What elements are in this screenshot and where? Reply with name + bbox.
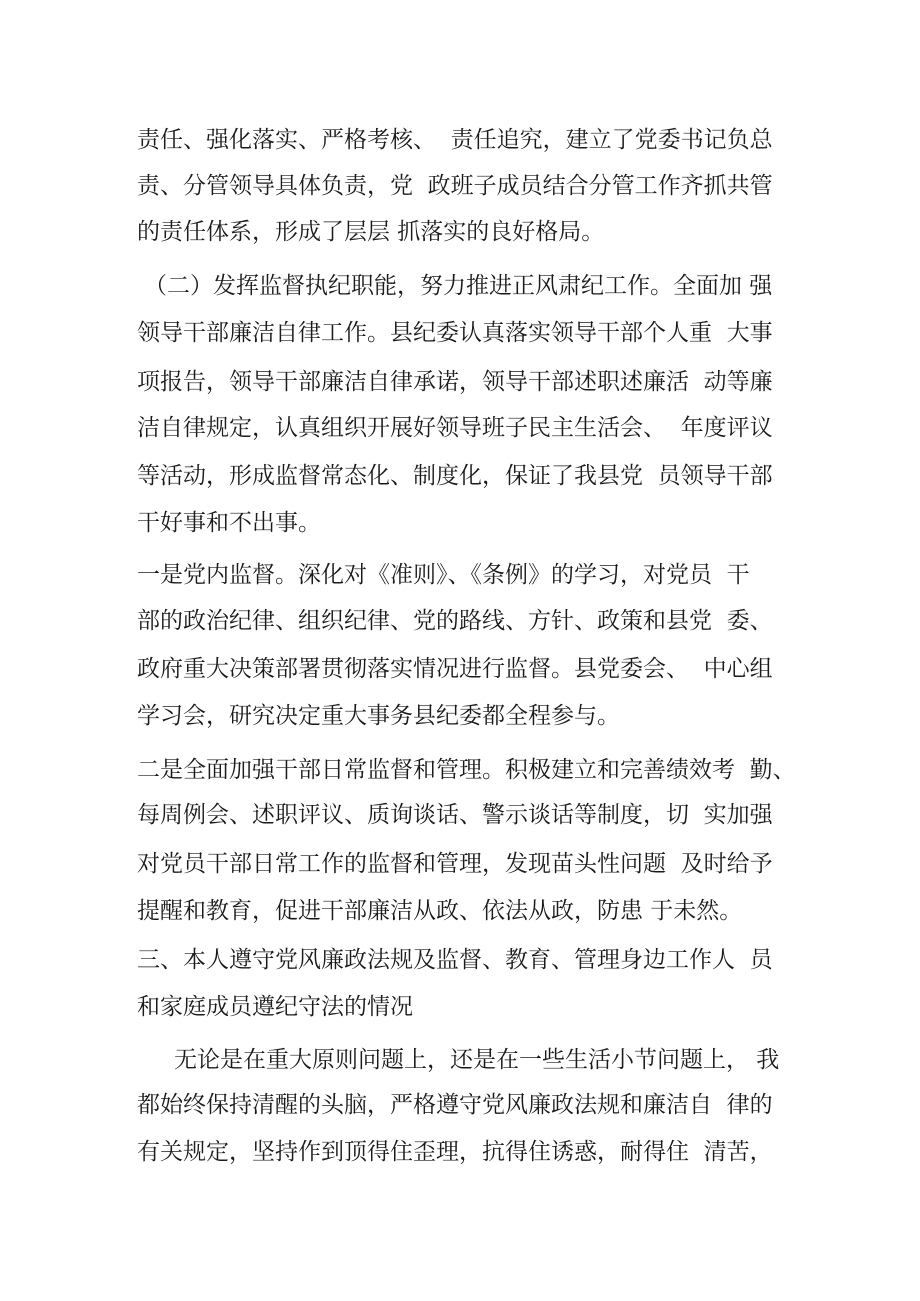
text-line-2: 责、分管领导具体负责，党 政班子成员结合分管工作齐抓共管 bbox=[137, 173, 773, 199]
text-line-21: 都始终保持清醒的头脑，严格遵守党风廉政法规和廉洁自 律的 bbox=[137, 1092, 773, 1118]
text-line-12: 政府重大决策部署贯彻落实情况进行监督。县党委会、 中心组 bbox=[137, 656, 773, 682]
text-line-3: 的责任体系，形成了层层 抓落实的良好格局。 bbox=[137, 219, 605, 245]
text-line-4: （二）发挥监督执纪职能，努力推进正风肃纪工作。全面加 强 bbox=[144, 273, 773, 299]
text-line-8: 等活动，形成监督常态化、制度化，保证了我县党 员领导干部 bbox=[137, 463, 773, 489]
text-line-5: 领导干部廉洁自律工作。县纪委认真落实领导干部个人重 大事 bbox=[137, 320, 773, 346]
text-line-17: 提醒和教育，促进干部廉洁从政、依法从政，防患 于未然。 bbox=[137, 898, 743, 924]
text-line-6: 项报告，领导干部廉洁自律承诺，领导干部述职述廉活 动等廉 bbox=[137, 369, 773, 395]
text-line-13: 学习会，研究决定重大事务县纪委都全程参与。 bbox=[137, 703, 620, 729]
text-line-10: 一是党内监督。深化对《准则》、《条例》的学习，对党员 干 bbox=[137, 562, 750, 588]
text-line-11: 部的政治纪律、组织纪律、党的路线、方针、政策和县党 委、 bbox=[137, 608, 773, 634]
text-line-9: 干好事和不出事。 bbox=[137, 510, 321, 536]
text-line-14: 二是全面加强干部日常监督和管理。积极建立和完善绩效考 勤、 bbox=[137, 757, 796, 783]
text-line-1: 责任、强化落实、严格考核、 责任追究，建立了党委书记负总 bbox=[137, 127, 773, 153]
text-line-7: 洁自律规定，认真组织开展好领导班子民主生活会、 年度评议 bbox=[137, 415, 773, 441]
text-line-22: 有关规定，坚持作到顶得住歪理，抗得住诱惑，耐得住 清苦， bbox=[137, 1139, 773, 1165]
text-line-16: 对党员干部日常工作的监督和管理，发现苗头性问题 及时给予 bbox=[137, 851, 773, 877]
text-line-18: 三、本人遵守党风廉政法规及监督、教育、管理身边工作人 员 bbox=[137, 947, 773, 973]
text-line-19: 和家庭成员遵纪守法的情况 bbox=[137, 994, 413, 1020]
text-line-20: 无论是在重大原则问题上，还是在一些生活小节问题上， 我 bbox=[174, 1047, 780, 1073]
text-line-15: 每周例会、述职评议、质询谈话、警示谈话等制度，切 实加强 bbox=[137, 802, 773, 828]
